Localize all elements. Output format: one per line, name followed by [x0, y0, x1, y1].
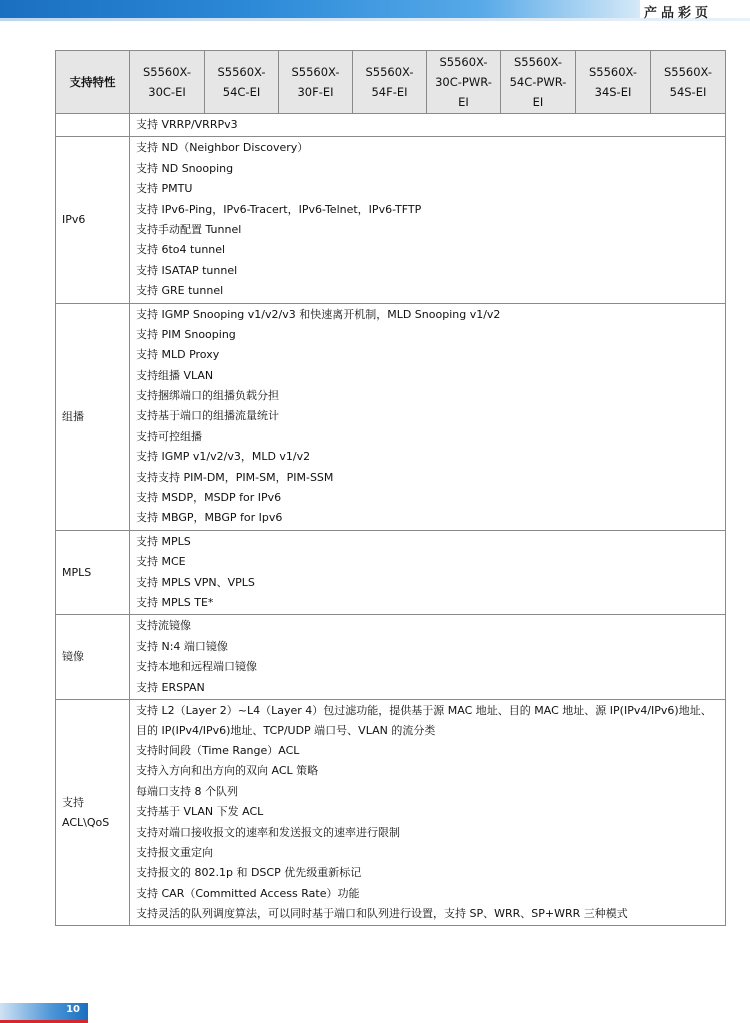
feature-item: 支持 IGMP Snooping v1/v2/v3 和快速离开机制，MLD Snooping v1/v2	[136, 307, 501, 321]
feature-item: 支持 N:4 端口镜像	[136, 639, 228, 653]
feature-item: 支持 VRRP/VRRPv3	[136, 118, 238, 131]
feature-item: 支持报文重定向	[136, 845, 213, 859]
feature-item: 支持 MSDP，MSDP for IPv6	[136, 491, 282, 505]
feature-item: 每端口支持 8 个队列	[136, 784, 238, 798]
feature-column-header: 支持特性	[56, 51, 130, 114]
table-header-row	[56, 51, 726, 114]
feature-category: 支持 ACL\QoS	[56, 699, 130, 926]
feature-item: 支持时间段（Time Range）ACL	[136, 743, 300, 757]
feature-category	[56, 114, 130, 137]
table-row	[56, 699, 726, 926]
feature-item: 支持 GRE tunnel	[136, 284, 224, 298]
feature-item: 支持流镜像	[136, 619, 191, 633]
feature-item: 支持可控组播	[136, 429, 202, 443]
header-gradient-bar	[0, 0, 640, 18]
feature-item: 支持 ISATAP tunnel	[136, 263, 238, 277]
feature-item: 支持组播 VLAN	[136, 368, 214, 382]
model-header: S5560X- 34S-EI	[576, 51, 651, 114]
feature-item: 支持 L2（Layer 2）~L4（Layer 4）包过滤功能，提供基于源 MAC 地址、目的 MAC 地址、源 IP(IPv4/IPv6)地址、目的 IP(IPv4/IPv6)地址、TCP/UDP 端口号、VLAN 的流分类	[136, 703, 712, 737]
feature-item: 支持手动配置 Tunnel	[136, 222, 242, 236]
page-number: 10	[66, 1004, 80, 1015]
feature-item: 支持 MBGP，MBGP for Ipv6	[136, 511, 283, 525]
table-row	[56, 303, 726, 530]
feature-items	[130, 699, 726, 926]
feature-item: 支持灵活的队列调度算法，可以同时基于端口和队列进行设置，支持 SP、WRR、SP+WRR 三种模式	[136, 907, 628, 921]
feature-item: 支持入方向和出方向的双向 ACL 策略	[136, 764, 319, 778]
feature-item: 支持 IPv6-Ping，IPv6-Tracert，IPv6-Telnet，IPv6-TFTP	[136, 202, 422, 216]
model-header: S5560X- 30C-PWR- EI	[427, 51, 501, 114]
table-row	[56, 530, 726, 615]
feature-items	[130, 303, 726, 530]
feature-item: 支持 PIM Snooping	[136, 327, 236, 341]
feature-item: 支持 MPLS TE*	[136, 595, 214, 609]
model-header: S5560X- 54S-EI	[651, 51, 726, 114]
feature-item: 支持 ERSPAN	[136, 680, 205, 694]
model-header: S5560X- 30C-EI	[130, 51, 205, 114]
feature-item: 支持 CAR（Committed Access Rate）功能	[136, 886, 360, 900]
feature-category: IPv6	[56, 137, 130, 303]
feature-item: 支持 ND（Neighbor Discovery）	[136, 141, 309, 155]
feature-category: 组播	[56, 303, 130, 530]
feature-item: 支持报文的 802.1p 和 DSCP 优先级重新标记	[136, 866, 362, 880]
feature-item: 支持 MPLS	[136, 534, 191, 548]
feature-item: 支持 MCE	[136, 555, 186, 569]
header-divider	[0, 18, 750, 21]
feature-item: 支持 6to4 tunnel	[136, 243, 226, 257]
feature-item: 支持基于端口的组播流量统计	[136, 409, 279, 423]
model-header: S5560X- 54F-EI	[353, 51, 427, 114]
model-header: S5560X- 30F-EI	[279, 51, 353, 114]
feature-items	[130, 615, 726, 700]
feature-items	[130, 530, 726, 615]
feature-item: 支持基于 VLAN 下发 ACL	[136, 805, 264, 819]
feature-items	[130, 137, 726, 303]
feature-item: 支持 MLD Proxy	[136, 348, 220, 362]
table-row	[56, 114, 726, 137]
table-row	[56, 615, 726, 700]
feature-item: 支持本地和远程端口镜像	[136, 660, 257, 674]
feature-items	[130, 114, 726, 137]
page-header-title: 产品彩页	[643, 6, 712, 21]
feature-item: 支持 PMTU	[136, 182, 193, 196]
feature-item: 支持 IGMP v1/v2/v3，MLD v1/v2	[136, 450, 311, 464]
table-row	[56, 137, 726, 303]
spec-table	[55, 50, 726, 926]
feature-item: 支持 ND Snooping	[136, 161, 234, 175]
page-number-badge	[0, 1003, 88, 1020]
feature-category: MPLS	[56, 530, 130, 615]
model-header: S5560X- 54C-PWR- EI	[501, 51, 576, 114]
feature-item: 支持捆绑端口的组播负载分担	[136, 389, 279, 403]
feature-item: 支持 MPLS VPN、VPLS	[136, 575, 255, 589]
feature-category: 镜像	[56, 615, 130, 700]
model-header: S5560X- 54C-EI	[205, 51, 279, 114]
feature-item: 支持支持 PIM-DM，PIM-SM，PIM-SSM	[136, 470, 334, 484]
feature-item: 支持对端口接收报文的速率和发送报文的速率进行限制	[136, 825, 400, 839]
